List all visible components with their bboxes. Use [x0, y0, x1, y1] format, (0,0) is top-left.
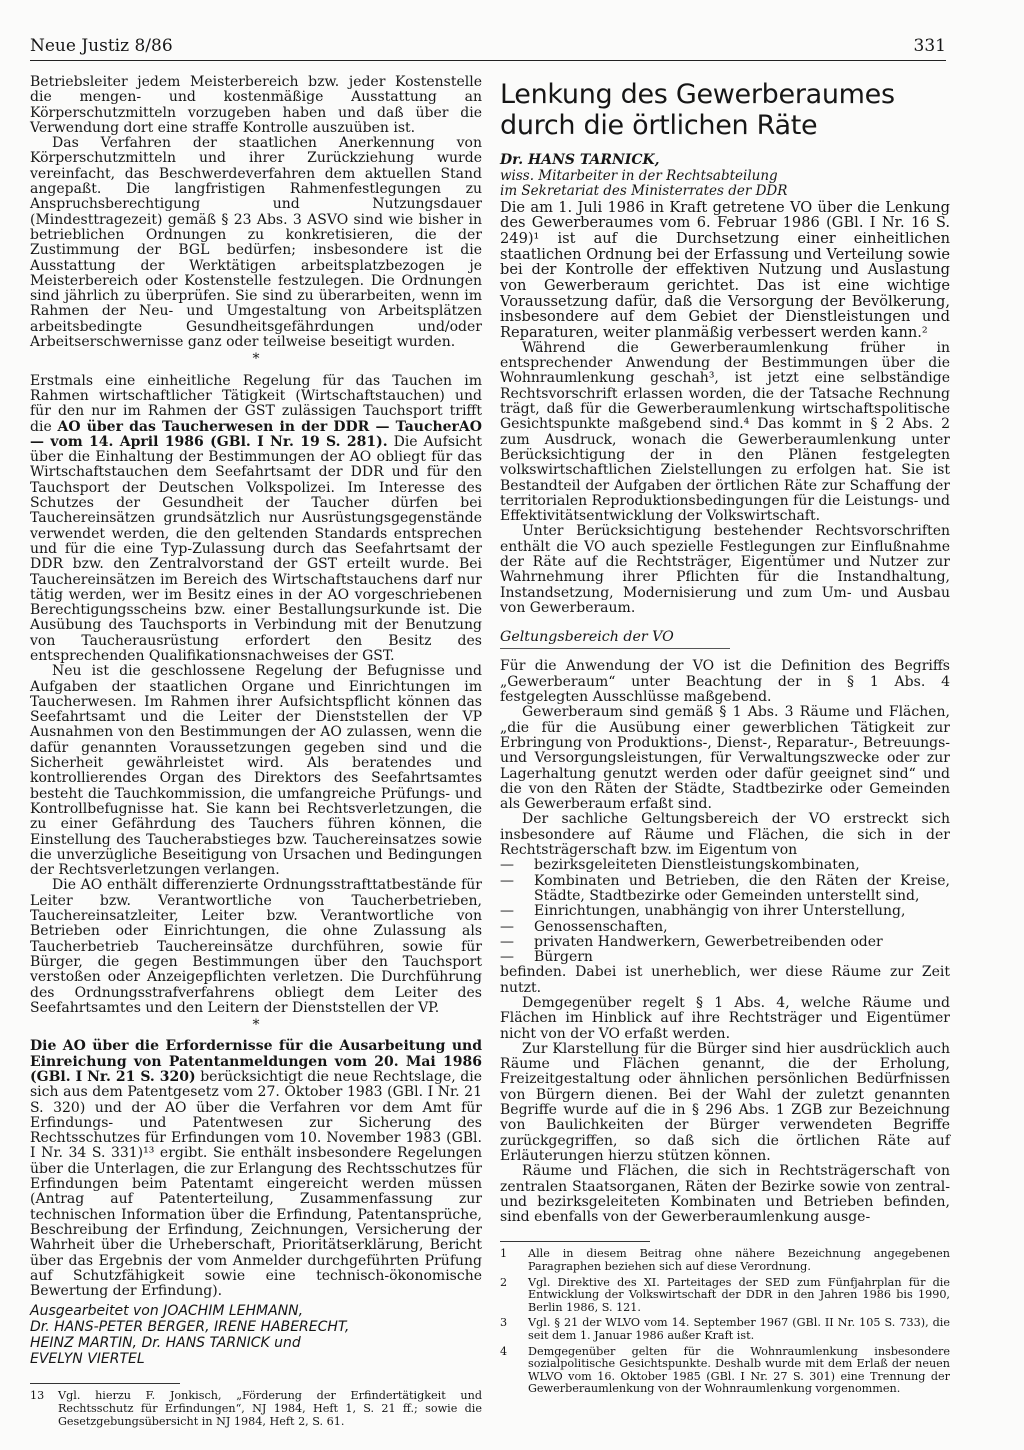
list-item-text: Einrichtungen, unabhängig von ihrer Unterstellung,	[534, 903, 906, 920]
footnote	[30, 1390, 482, 1428]
section-heading: Geltungsbereich der VO	[500, 630, 730, 649]
page-number: 331	[913, 36, 946, 56]
section-separator: *	[252, 351, 260, 368]
bullet-list	[500, 858, 950, 965]
list-item	[500, 858, 950, 873]
author-credits	[30, 1303, 482, 1367]
dash-marker: —	[500, 857, 514, 874]
footnote	[500, 1277, 950, 1315]
list-item-text: bezirksgeleiteten Dienstleistungskombinaten,	[534, 857, 860, 874]
list-item-text: Kombinaten und Betrieben, die den Räten der Kreise, Städte, Stadtbezirke oder Gemeinden unterstellt sind,	[534, 872, 950, 904]
dash-marker: —	[500, 918, 514, 935]
footnote-rule	[500, 1241, 650, 1242]
paragraph-text: Erstmals eine einheitliche Regelung für das Tauchen im Rahmen wirtschaftlicher Tätigkeit (Wirtschaftstauchen) und für den nur im Rahmen der GST zulässigen Tauchsport trifft die	[30, 372, 482, 435]
paragraph: Zur Klarstellung für die Bürger sind hier ausdrücklich auch Räume und Flächen genannt, die der Erholung, Freizeitgestaltung oder ähnlichen persönlichen Bedürfnissen von Bürgern dienen. Bei der Wahl der zuletzt genannten Begriffe wurde auf die in § 296 Abs. 1 ZGB zur Bezeichnung von Baulichkeiten der Bürger verwendeten Begriffe zurückgegriffen, so daß sich die örtlichen Räte auf Erläuterungen hierzu stützen können.	[500, 1040, 950, 1164]
footnote	[500, 1317, 950, 1342]
header-rule	[30, 60, 946, 61]
list-item	[500, 935, 950, 950]
intro-paragraph: Die am 1. Juli 1986 in Kraft getretene VO über die Lenkung des Gewerberaumes vom 6. Februar 1986 (GBl. I Nr. 16 S. 249)¹ ist auf die Durchsetzung einer einheitlichen staatlichen Ordnung bei der Erfassung und Verteilung sowie bei der Kontrolle der effektiven Nutzung und Auslastung von Gewerberaum gerichtet. Das ist eine wichtige Voraussetzung dafür, daß die Versorgung der Bevölkerung, insbesondere auf dem Gebiet der Dienstleistungen und Reparaturen, weiter planmäßig verbessert werden kann.²	[500, 198, 950, 342]
footnote-rule	[30, 1383, 180, 1384]
footnote-text: Vgl. hierzu F. Jonkisch, „Förderung der Erfindertätigkeit und Rechtsschutz für Erfindungen“, NJ 1984, Heft 1, S. 21 ff.; sowie die Gesetzgebungsübersicht in NJ 1984, Heft 2, S. 61.	[58, 1389, 482, 1428]
title-line: Lenkung des Gewerberaumes	[500, 79, 895, 110]
list-item-text: Genossenschaften,	[534, 918, 668, 935]
regulation-title: AO über das Taucherwesen in der DDR — TaucherAO — vom 14. April 1986 (GBl. I Nr. 19 S. 281).	[30, 418, 482, 450]
footnote-number: 1	[500, 1247, 508, 1261]
section-separator: *	[252, 1017, 260, 1034]
list-item	[500, 874, 950, 905]
left-column	[30, 75, 482, 1431]
paragraph: befinden. Dabei ist unerheblich, wer diese Räume zur Zeit nutzt.	[500, 964, 950, 996]
list-item	[500, 950, 950, 965]
footnote-number: 13	[30, 1389, 45, 1403]
dash-marker: —	[500, 949, 514, 966]
regulation-title: Die AO über die Erfordernisse für die Ausarbeitung und Einreichung von Patentanmeldungen vom 20. Mai 1986 (GBl. I Nr. 21 S. 320)	[30, 1038, 482, 1085]
author-name: Dr. HANS TARNICK,	[500, 152, 660, 168]
footnote-text: Alle in diesem Beitrag ohne nähere Bezeichnung angegebenen Paragraphen beziehen sich auf diese Verordnung.	[528, 1247, 950, 1274]
paragraph: Gewerberaum sind gemäß § 1 Abs. 3 Räume und Flächen, „die für die Ausübung einer gewerblichen Tätigkeit zur Erbringung von Produktions-, Dienst-, Reparatur-, Betreuungs- und Versorgungsleistungen, für Verwaltungszwecke oder zur Lagerhaltung genutzt werden oder dafür geeignet sind“ und die von den Räten der Städte, Stadtbezirke oder Gemeinden als Gewerberaum erfaßt sind.	[500, 704, 950, 813]
article-title	[500, 79, 950, 141]
footnote-number: 4	[500, 1344, 508, 1358]
footnote-number: 3	[500, 1316, 508, 1330]
list-item-text: Bürgern	[534, 949, 593, 966]
credit-line: Dr. HANS-PETER BERGER, IRENE HABERECHT,	[30, 1319, 350, 1336]
paragraph: Der sachliche Geltungsbereich der VO erstreckt sich insbesondere auf Räume und Flächen, die sich in der Rechtsträgerschaft bzw. im Eigentum von	[500, 811, 950, 859]
dash-marker: —	[500, 903, 514, 920]
list-item-text: privaten Handwerkern, Gewerbetreibenden oder	[534, 933, 883, 950]
dash-marker: —	[500, 872, 514, 889]
paragraph: Demgegenüber regelt § 1 Abs. 4, welche Räume und Flächen im Hinblick auf ihre Rechtsträger und Eigentümer nicht von der VO erfaßt werden.	[500, 995, 950, 1042]
paragraph: Die AO enthält differenzierte Ordnungsstrafttatbestände für Leiter bzw. Verantwortliche von Taucherbetrieben, Tauchereinsatzleiter, Leiter bzw. Verantwortliche von Betrieben oder Einrichtungen, die ohne Zulassung als Taucherbetrieb Tauchereinsätze durchführen, sowie für Bürger, die gegen Bestimmungen über den Tauchsport verstoßen oder Anzeigepflichten verletzen. Die Durchführung des Ordnungsstrafverfahrens obliegt dem Leiter des Seefahrtsamtes und den Leitern der Dienststellen der VP.	[30, 877, 482, 1016]
paragraph-text: Die Aufsicht über die Einhaltung der Bestimmungen der AO obliegt für das Wirtschaftstauchen dem Seefahrtsamt der DDR und für den Tauchsport der Deutschen Volkspolizei. Im Interesse des Schutzes der Gesundheit der Taucher dürfen bei Tauchereinsätzen grundsätzlich nur Ausrüstungsgegenstände verwendet werden, die den geltenden Standards entsprechen und für die eine Typ-Zulassung durch das Seefahrtsamt der DDR bzw. den Zentralvorstand der GST erteilt wurde. Bei Tauchereinsätzen im Bereich des Wirtschaftstauchens darf nur tätig werden, wer im Besitz eines in der AO vorgeschriebenen Berechtigungsscheins bzw. einer Bestallungsurkunde ist. Die Ausübung des Tauchsports in Verbindung mit der Benutzung von Taucherausrüstung erfordert den Besitz des entsprechenden Qualifikationsnachweises der GST.	[30, 433, 483, 664]
credit-line: EVELYN VIERTEL	[30, 1351, 145, 1368]
credit-line: HEINZ MARTIN, Dr. HANS TARNICK und	[30, 1335, 301, 1352]
footnote-text: Vgl. § 21 der WLVO vom 14. September 1967 (GBl. II Nr. 105 S. 733), die seit dem 1. Januar 1986 außer Kraft ist.	[528, 1316, 950, 1343]
page-header	[30, 36, 946, 62]
paragraph: Unter Berücksichtigung bestehender Rechtsvorschriften enthält die VO auch spezielle Festlegungen zur Einflußnahme der Räte auf die Rechtsträger, Eigentümer und Nutzer zur Wahrnehmung ihrer Pflichten für die Instandhaltung, Instandsetzung, Modernisierung und zum Um- und Ausbau von Gewerberaum.	[500, 523, 950, 616]
paragraph-tauchen	[30, 374, 482, 665]
footnote-number: 2	[500, 1275, 508, 1289]
paragraph: Neu ist die geschlossene Regelung der Befugnisse und Aufgaben der staatlichen Organe und Einrichtungen im Taucherwesen. Im Rahmen ihrer Aufsichtspflicht können das Seefahrtsamt und die Leiter der Dienststellen der VP Ausnahmen von den Bestimmungen der AO zulassen, wenn die dafür genannten Voraussetzungen gegeben sind und die Sicherheit gewährleistet wird. Als beratendes und kontrollierendes Organ des Direktors des Seefahrtsamtes besteht die Tauchkommission, die umfangreiche Prüfungs- und Kontrollbefugnisse hat. Sie kann bei Rechtsverletzungen, die zu einer Gefährdung des Tauchers führen können, die Einstellung des Taucherabstieges bzw. Tauchereinsatzes sowie die unverzügliche Beseitigung von Ursachen und Bedingungen der Rechtsverletzungen verlangen.	[30, 663, 482, 879]
credit-line: Ausgearbeitet von JOACHIM LEHMANN,	[30, 1303, 304, 1320]
list-item	[500, 904, 950, 919]
right-column	[500, 75, 950, 1399]
author-affiliation: im Sekretariat des Ministerrates der DDR	[500, 183, 788, 199]
journal-issue: Neue Justiz 8/86	[30, 36, 173, 56]
footnote	[500, 1346, 950, 1396]
list-item	[500, 920, 950, 935]
paragraph-text: berücksichtigt die neue Rechtslage, die sich aus dem Patentgesetz vom 27. Oktober 1983 (GBl. I Nr. 21 S. 320) und der AO über die Verfahren vor dem Amt für Erfindungs- und Patentwesen zur Sicherung des Rechtsschutzes für Erfindungen vom 10. November 1983 (GBl. I Nr. 34 S. 331)¹³ ergibt. Sie enthält insbesondere Regelungen über die Unterlagen, die zur Erlangung des Rechtsschutzes für Erfindungen beim Patentamt eingereicht werden müssen (Antrag auf Patenterteilung, Zusammenfassung zur technischen Information über die Erfindung, Patentansprüche, Beschreibung der Erfindung, Zeichnungen, Versicherung der Wahrheit über die Urheberschaft, Prioritätserklärung, Bericht über das Ergebnis der vom Anmelder durchgeführten Prüfung auf Schutzfähigkeit sowie eine technisch-ökonomische Bewertung der Erfindung).	[30, 1069, 482, 1300]
footnote	[500, 1248, 950, 1273]
paragraph: Räume und Flächen, die sich in Rechtsträgerschaft von zentralen Staatsorganen, Räten der Bezirke sowie von zentral- und bezirksgeleiteten Kombinaten und Betrieben befinden, sind ebenfalls von der Gewerberaumlenkung ausge-	[500, 1163, 950, 1226]
paragraph: Das Verfahren der staatlichen Anerkennung von Körperschutzmitteln und ihrer Zurückziehung wurde vereinfacht, das Beschwerdeverfahren dem aktuellen Stand angepaßt. Die langfristigen Rahmenfestlegungen zu Anspruchsberechtigung und Nutzungsdauer (Mindesttragezeit) gemäß § 23 Abs. 3 ASVO sind wie bisher in betrieblichen Ordnungen zu konkretisieren, die der Zustimmung der BGL bedürfen; insbesondere ist die Ausstattung der Werktätigen arbeitsplatzbezogen je Meisterbereich oder Kostenstelle festzulegen. Die Ordnungen sind jährlich zu überprüfen. Sie sind zu überarbeiten, wenn im Rahmen der Neu- und Umgestaltung von Arbeitsplätzen arbeitsbedingte Gesundheitsgefährdungen und/oder Arbeitserschwernisse ganz oder teilweise beseitigt wurden.	[30, 135, 482, 351]
paragraph: Betriebsleiter jedem Meisterbereich bzw. jeder Kostenstelle die mengen- und kostenmäßige Ausstattung an Körperschutzmitteln vorzugeben haben und daß über die Verwendung dort eine straffe Kontrolle auszuüben ist.	[30, 74, 482, 136]
paragraph: Für die Anwendung der VO ist die Definition des Begriffs „Gewerberaum“ unter Beachtung der in § 1 Abs. 4 festgelegten Ausschlüsse maßgebend.	[500, 658, 950, 706]
footnote-text: Demgegenüber gelten für die Wohnraumlenkung insbesondere sozialpolitische Gesichtspunkte. Deshalb wurde mit dem Erlaß der neuen WLVO vom 16. Oktober 1985 (GBl. I Nr. 27 S. 301) eine Trennung der Gewerberaumlenkung von der Wohnraumlenkung vorgenommen.	[528, 1344, 950, 1396]
footnote-text: Vgl. Direktive des XI. Parteitages der SED zum Fünfjahrplan für die Entwicklung der Volkswirtschaft der DDR in den Jahren 1986 bis 1990, Berlin 1986, S. 121.	[528, 1275, 950, 1314]
author-affiliation: wiss. Mitarbeiter in der Rechtsabteilung	[500, 167, 778, 184]
paragraph: Während die Gewerberaumlenkung früher in entsprechender Anwendung der Bestimmungen über die Wohnraumlenkung geschah³, ist jetzt eine selbständige Rechtsvorschrift erlassen worden, die der Tatsache Rechnung trägt, daß für die Gewerberaumlenkung wirtschaftspolitische Gesichtspunkte maßgebend sind.⁴ Das kommt in § 2 Abs. 2 zum Ausdruck, wonach die Gewerberaumlenkung unter Berücksichtigung der in den Plänen festgelegten volkswirtschaftlichen Zielstellungen zu erfolgen hat. Sie ist Bestandteil der Aufgaben der örtlichen Räte zur Schaffung der territorialen Reproduktionsbedingungen für die Leistungs- und Effektivitätsentwicklung der Volkswirtschaft.	[500, 339, 950, 525]
title-line: durch die örtlichen Räte	[500, 110, 818, 141]
dash-marker: —	[500, 933, 514, 950]
paragraph-patent	[30, 1039, 482, 1299]
